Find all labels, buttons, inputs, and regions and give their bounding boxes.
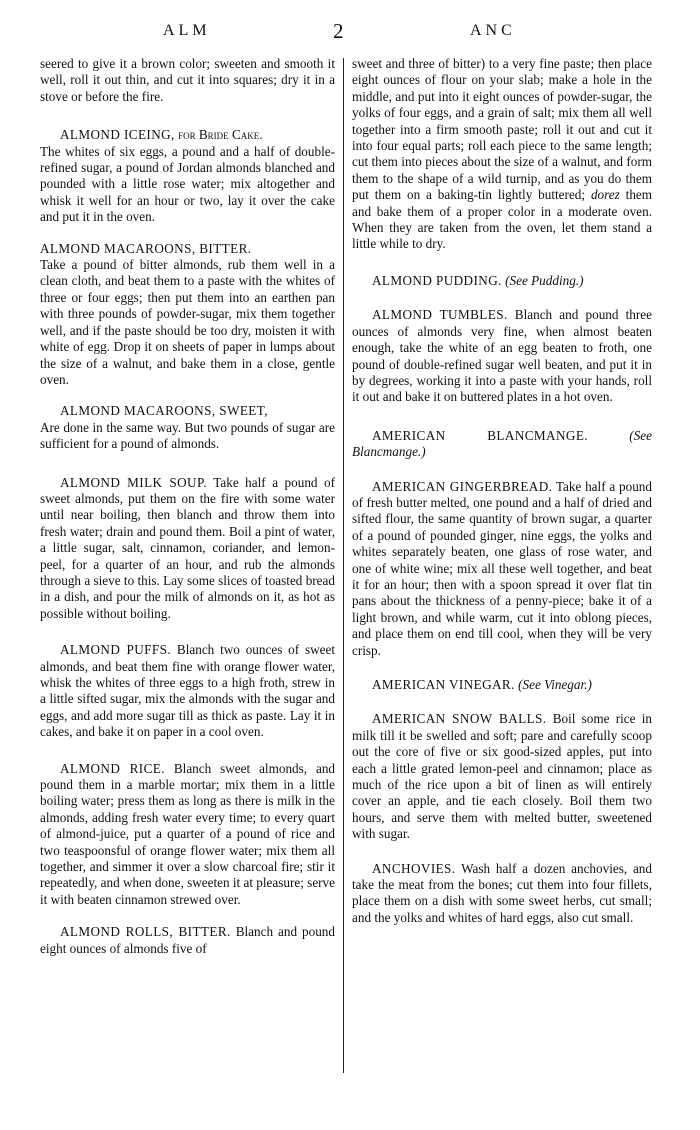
entry-almond-milk-soup <box>40 475 335 623</box>
entry-almond-iceing <box>40 127 335 225</box>
entry-title: ALMOND ROLLS, BITTER. <box>60 924 231 940</box>
entry-title: AMERICAN BLANCMANGE. <box>372 427 588 443</box>
entry-almond-macaroons-bitter <box>40 241 335 389</box>
cross-reference: (See Vinegar.) <box>518 677 592 692</box>
entry-title: AMERICAN SNOW BALLS. <box>372 711 547 727</box>
running-header <box>0 19 700 46</box>
continuation-text: sweet and three of bitter) to a very fine paste; then place eight ounces of flour on your slab; make a hole in the middle, and put into it eight ounces of powder-sugar, the yolks of four eggs, and a grain of salt; mix them all well together into a firm smooth paste; roll it out and cut it into four equal parts; roll each piece to the same length; cut them into pieces about the size of a walnut, and form them to the shape of a wild turnip, and as you do them put them on a baking-tin lightly buttered; dorez them and bake them of a proper color in a moderate oven. When they are taken from the oven, let them stand a little while to dry. <box>352 56 653 252</box>
entry-anchovies <box>352 861 652 927</box>
entry-title: ALMOND PUFFS. <box>60 642 172 658</box>
cross-reference: (See Blancmange.) <box>352 427 652 460</box>
entry-body: Take a pound of bitter almonds, rub them well in a clean cloth, and beat them to a paste with the whites of three or four eggs; then put them into an earthen pan with three pounds of powder-sugar, mix them together well, and if the paste should be too dry, moisten it with white of egg. Drop it on sheets of paper in lumps about the size of a walnut, and bake them in a close, gentle oven. <box>40 257 335 387</box>
entry-title: ALMOND MILK SOUP. <box>60 474 207 490</box>
entry-title: ALMOND RICE. <box>60 760 165 776</box>
entry-title: ALMOND PUDDING. <box>372 272 502 288</box>
entry-title: ANCHOVIES. <box>372 860 456 876</box>
entry-almond-rolls-bitter <box>40 924 335 957</box>
continuation-text: seered to give it a brown color; sweeten and smooth it well, roll it out thin, and cut it into squares; dry it in a stove or before the fire. <box>40 56 335 104</box>
entry-body: Wash half a dozen anchovies, and take the meat from the bones; cut them into four fillets, place them on a dish with some sweet herbs, cut small; and the yolks and whites of hard eggs, also cut small. <box>352 860 652 925</box>
page-number: 2 <box>333 19 344 43</box>
entry-body: Take half a pound of fresh butter melted, one pound and a half of dried and sifted flour, the same quantity of brown sugar, a quarter of a pound of pounded ginger, nine eggs, the yolks and whites separately beaten, one glass of rose water, and one of white wine; mix all these well together, and beat it for an hour; then with a spoon spread it over flat tin pans about the thickness of a penny-piece; bake it of a light brown, and while warm, cut it into oblong pieces, and place them on end till cool, when they will be very crisp. <box>352 478 652 658</box>
entry-almond-macaroons-sweet <box>40 403 335 452</box>
entry-title: ALMOND TUMBLES. <box>372 307 508 323</box>
column-divider <box>343 58 344 1073</box>
entry-body: Blanch and pound eight ounces of almonds five of <box>40 924 335 956</box>
entry-american-snow-balls <box>352 711 652 842</box>
entry-american-blancmange <box>352 428 652 461</box>
entry-body: Take half a pound of sweet almonds, put them on the fire with some water until near boiling, then blanch and throw them into fresh water; drain and pound them. Boil a pint of water, a little sugar, salt, cinnamon, coriander, and lemon-peel, for a quarter of an hour, and rub the almonds through a sieve to this. Lay some slices of toasted bread in a dish, and pour the milk of almonds on it, as hot as possible without boiling. <box>40 474 336 621</box>
entry-body: Blanch sweet almonds, and pound them in a marble mortar; mix them in a little boiling water; press them as long as there is milk in the almonds, adding fresh water every time; to every quart of almond-juice, put a quarter of a pound of rice and two teaspoonsful of orange flower water; mix them all together, and simmer it over a slow charcoal fire; stir it repeatedly, and when done, sweeten it at pleasure; serve it with beaten cinnamon strewed over. <box>40 760 336 907</box>
entry-body: Blanch and pound three ounces of almonds very fine, when almost beaten enough, take the white of an egg beaten to froth, one pound of double-refined sugar well beaten, and put it in by degrees, working it into a paste with your hands, roll it out and bake it on buttered plates in a hot oven. <box>352 307 652 405</box>
entry-title: AMERICAN GINGERBREAD. <box>372 478 553 494</box>
entry-title: ALMOND MACAROONS, BITTER. <box>40 240 252 256</box>
entry-subtitle: for Bride Cake. <box>178 127 263 143</box>
right-column <box>352 56 652 941</box>
entry-title: ALMOND ICEING, <box>60 127 175 143</box>
entry-body: The whites of six eggs, a pound and a half of double-refined sugar, a pound of Jordan almonds blanched and pounded with a little rose water; mix altogether and whisk it well for an hour or two, lay it over the cake and put it in the oven. <box>40 143 335 225</box>
entry-almond-puffs <box>40 642 335 740</box>
entry-american-gingerbread <box>352 479 652 659</box>
left-guide-word: ALM <box>163 22 211 39</box>
left-column <box>40 56 335 972</box>
entry-body: Blanch two ounces of sweet almonds, and beat them fine with orange flower water, whisk the whites of three eggs to a high froth, strew in a little sifted sugar, mix the almonds with the sugar and eggs, and add more sugar till as thick as paste. Lay it in cakes, and bake it on paper in a cool oven. <box>40 642 336 740</box>
entry-title: ALMOND MACAROONS, SWEET, <box>60 403 268 419</box>
cross-reference: (See Pudding.) <box>505 272 584 288</box>
right-guide-word: ANC <box>470 22 516 39</box>
entry-american-vinegar <box>352 677 652 693</box>
entry-almond-tumbles <box>352 307 652 405</box>
entry-title: AMERICAN VINEGAR. <box>372 677 515 692</box>
entry-almond-rice <box>40 761 335 909</box>
entry-body: Are done in the same way. But two pounds of sugar are sufficient for a pound of almonds. <box>40 419 335 452</box>
entry-body: Boil some rice in milk till it be swelled and soft; pare and carefully scoop out the core of five or six good-sized apples, put into each a little grated lemon-peel and cinnamon; place as much of the rice upon a bit of linen as will entirely cover an apple, and tie each closely. Boil them two hours, and serve them with melted butter, sweetened with sugar. <box>352 711 653 842</box>
entry-almond-pudding <box>352 273 652 289</box>
